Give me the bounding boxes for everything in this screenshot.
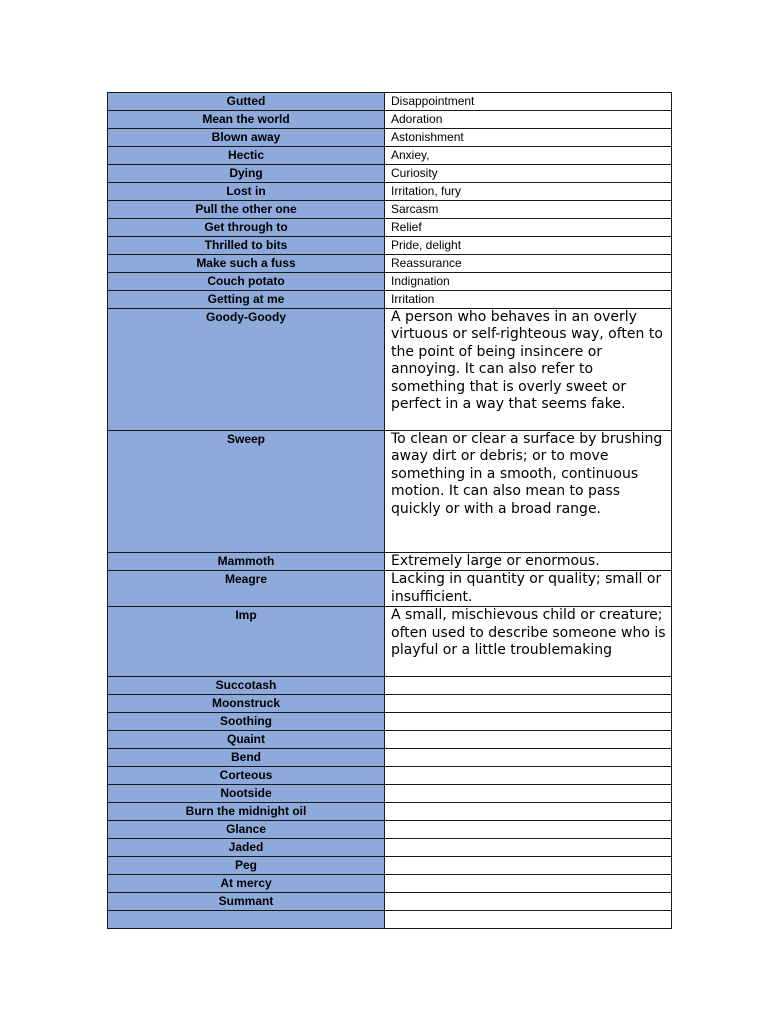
- definition-cell: [385, 695, 672, 713]
- definition-cell: [385, 749, 672, 767]
- term-cell: Hectic: [108, 147, 385, 165]
- vocabulary-table: [107, 92, 672, 929]
- definition-cell: Anxiey,: [385, 147, 672, 165]
- term-cell: Sweep: [108, 431, 385, 553]
- definition-cell: Curiosity: [385, 165, 672, 183]
- definition-cell: [385, 857, 672, 875]
- term-cell: Peg: [108, 857, 385, 875]
- table-row: [108, 431, 672, 553]
- term-cell: Pull the other one: [108, 201, 385, 219]
- definition-cell: Disappointment: [385, 93, 672, 111]
- table-row: [108, 553, 672, 571]
- term-cell: Succotash: [108, 677, 385, 695]
- term-cell: Soothing: [108, 713, 385, 731]
- definition-cell: Adoration: [385, 111, 672, 129]
- table-row: [108, 291, 672, 309]
- table-row: [108, 571, 672, 607]
- definition-cell: [385, 731, 672, 749]
- term-cell: Couch potato: [108, 273, 385, 291]
- definition-cell: [385, 893, 672, 911]
- term-cell: Nootside: [108, 785, 385, 803]
- definition-cell: [385, 803, 672, 821]
- table-row: [108, 713, 672, 731]
- definition-cell: To clean or clear a surface by brushing away dirt or debris; or to move something in a smooth, continuous motion. It can also mean to pass quickly or with a broad range.: [385, 431, 672, 553]
- definition-cell: [385, 677, 672, 695]
- definition-cell: [385, 875, 672, 893]
- table-row: [108, 749, 672, 767]
- definition-cell: Reassurance: [385, 255, 672, 273]
- definition-cell: Indignation: [385, 273, 672, 291]
- table-row: [108, 129, 672, 147]
- definition-cell: Relief: [385, 219, 672, 237]
- table-row: [108, 731, 672, 749]
- definition-cell: A person who behaves in an overly virtuous or self-righteous way, often to the point of being insincere or annoying. It can also refer to something that is overly sweet or perfect in a way that seems fake.: [385, 309, 672, 431]
- term-cell: Imp: [108, 607, 385, 677]
- table-row: [108, 237, 672, 255]
- term-cell: Bend: [108, 749, 385, 767]
- definition-cell: Sarcasm: [385, 201, 672, 219]
- definition-cell: Lacking in quantity or quality; small or insufficient.: [385, 571, 672, 607]
- term-cell: Dying: [108, 165, 385, 183]
- table-row: [108, 893, 672, 911]
- term-cell: Mammoth: [108, 553, 385, 571]
- definition-cell: [385, 767, 672, 785]
- table-row: [108, 219, 672, 237]
- table-row: [108, 255, 672, 273]
- term-cell: Corteous: [108, 767, 385, 785]
- term-cell: Thrilled to bits: [108, 237, 385, 255]
- term-cell: Moonstruck: [108, 695, 385, 713]
- term-cell: Burn the midnight oil: [108, 803, 385, 821]
- term-cell: Gutted: [108, 93, 385, 111]
- term-cell: Summant: [108, 893, 385, 911]
- definition-cell: [385, 785, 672, 803]
- table-row: [108, 201, 672, 219]
- table-row: [108, 677, 672, 695]
- term-cell: Make such a fuss: [108, 255, 385, 273]
- table-row: [108, 93, 672, 111]
- term-cell: Meagre: [108, 571, 385, 607]
- table-row: [108, 147, 672, 165]
- definition-cell: Irritation: [385, 291, 672, 309]
- table-row: [108, 821, 672, 839]
- table-row: [108, 309, 672, 431]
- term-cell: Get through to: [108, 219, 385, 237]
- term-cell: Mean the world: [108, 111, 385, 129]
- term-cell: Quaint: [108, 731, 385, 749]
- term-cell: At mercy: [108, 875, 385, 893]
- table-row: [108, 911, 672, 929]
- table-row: [108, 857, 672, 875]
- definition-cell: [385, 713, 672, 731]
- table-row: [108, 803, 672, 821]
- term-cell: Lost in: [108, 183, 385, 201]
- term-cell: Blown away: [108, 129, 385, 147]
- table-row: [108, 785, 672, 803]
- definition-cell: [385, 839, 672, 857]
- table-row: [108, 165, 672, 183]
- definition-cell: Extremely large or enormous.: [385, 553, 672, 571]
- table-row: [108, 695, 672, 713]
- table-row: [108, 273, 672, 291]
- table-row: [108, 875, 672, 893]
- definition-cell: [385, 821, 672, 839]
- table-row: [108, 607, 672, 677]
- term-cell: Jaded: [108, 839, 385, 857]
- term-cell: Glance: [108, 821, 385, 839]
- table-row: [108, 183, 672, 201]
- definition-cell: Irritation, fury: [385, 183, 672, 201]
- term-cell: Goody-Goody: [108, 309, 385, 431]
- table-row: [108, 767, 672, 785]
- table-row: [108, 839, 672, 857]
- definition-cell: Astonishment: [385, 129, 672, 147]
- term-cell: Getting at me: [108, 291, 385, 309]
- definition-cell: Pride, delight: [385, 237, 672, 255]
- definition-cell: A small, mischievous child or creature; often used to describe someone who is playful or a little troublemaking: [385, 607, 672, 677]
- table-row: [108, 111, 672, 129]
- definition-cell: [385, 911, 672, 929]
- vocabulary-table-body: [108, 93, 672, 929]
- term-cell: [108, 911, 385, 929]
